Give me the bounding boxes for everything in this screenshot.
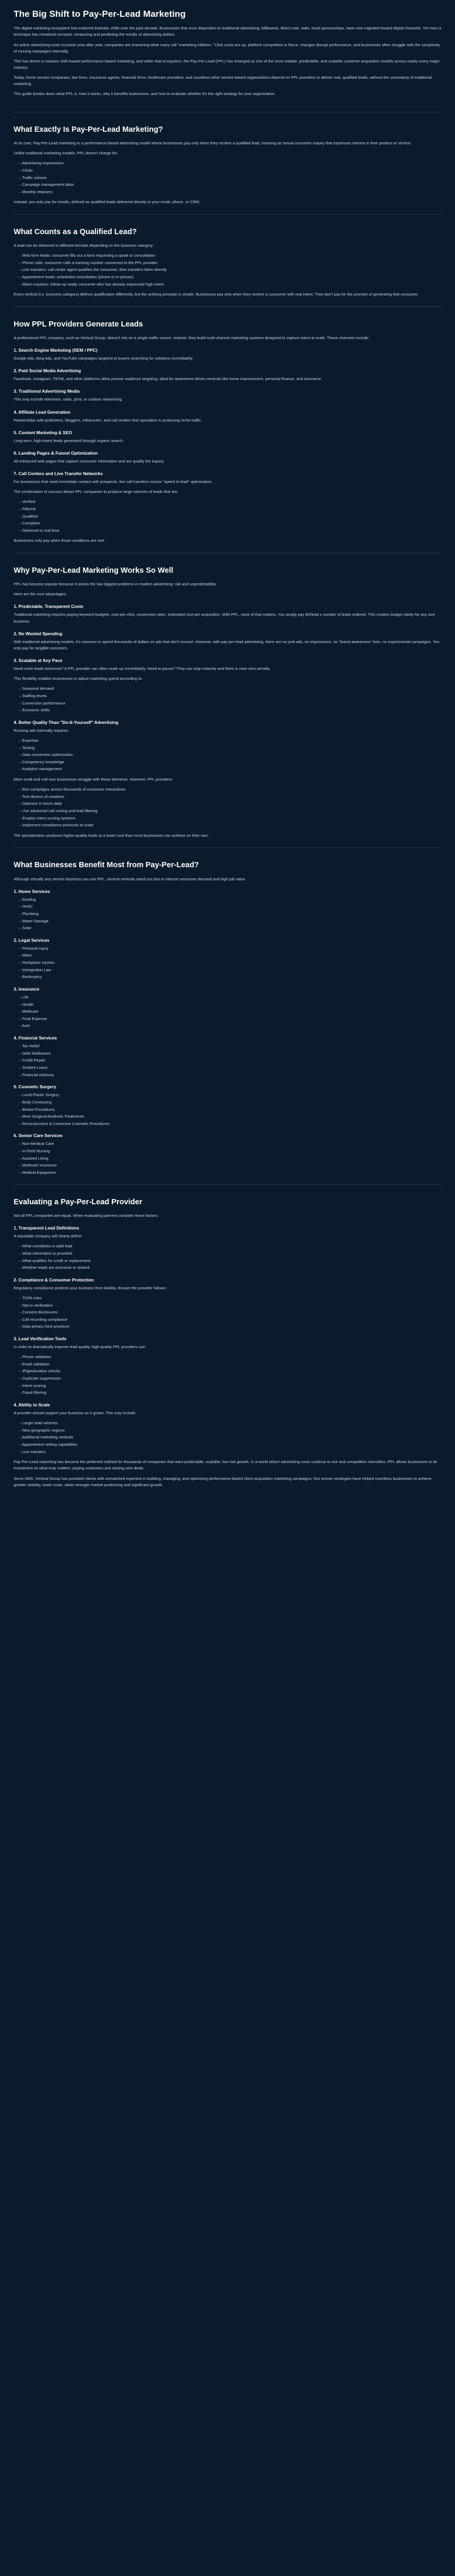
- section-why-ppl-works: [14, 565, 441, 839]
- page-title: The Big Shift to Pay-Per-Lead Marketing: [14, 9, 186, 19]
- list-item: – Employ intent scoring systems: [19, 815, 441, 822]
- list-item: – Qualified: [19, 513, 441, 520]
- list-item: – Mom Surgical Aesthetic Treatments: [19, 1113, 441, 1120]
- list-item: – Breast Procedures: [19, 1107, 441, 1113]
- article-page: [0, 7, 455, 1488]
- intro-paragraph-2: As online advertising costs increase year after year, companies are examining what many call "marketing inflation." Click costs are up, platform competition is fierce, changes disrupt performance, and businesses often struggle with the complexity of running campaigns internally.: [14, 42, 440, 54]
- list-item: – Run campaigns across thousands of consumer interactions: [19, 786, 441, 793]
- list-item: – New geographic regions: [19, 1427, 441, 1434]
- list-item: – Phone validation: [19, 1354, 441, 1360]
- category-title-cosmetic-surgery: 5. Cosmetic Surgery: [14, 1084, 56, 1090]
- subsection-title: 5. Content Marketing & SEO: [14, 429, 72, 435]
- compliance-list: [14, 1295, 441, 1330]
- scalability-list: [14, 1420, 441, 1455]
- paragraph: With traditional advertising models, it's common to spend thousands of dollars on ads that don't convert. However, with pay-per-lead advertising, there are no junk ads, no impressions, no "brand awareness" fees, no experimental campaigns. You only pay for tangible outcomes.: [14, 639, 440, 650]
- list-item: – Assisted Living: [19, 1155, 441, 1162]
- subsection-title: 2. Paid Social Media Advertising: [14, 368, 81, 374]
- subsection-title: 3. Lead Verification Tools: [14, 1336, 67, 1342]
- list-item: – Fraud filtering: [19, 1390, 441, 1396]
- list-item: – Whether leads are exclusive or shared: [19, 1265, 441, 1271]
- list-item: – Solar: [19, 925, 441, 931]
- list-item: – Appointment setting capabilities: [19, 1442, 441, 1448]
- subsection-title: 6. Landing Pages & Funnel Optimization: [14, 450, 98, 456]
- list-item: – Lucid Plastic Surgery: [19, 1092, 441, 1098]
- category-title-financial-services: 4. Financial Services: [14, 1035, 57, 1041]
- intro-paragraph-1: The digital marketing ecosystem has endured dramatic shifts over the past decade. Businesses that once depended on traditional advertising: billboards, direct mail, radio, local sponsorships, have now migrated toward digital channels. Yet even a technique has remained constant: measuring and predicting the results of advertising dollars.: [14, 26, 441, 37]
- paragraph: In order to dramatically improve lead quality, high-quality PPL providers use:: [14, 1344, 146, 1350]
- paragraph: Here are the core advantages:: [14, 592, 67, 597]
- subsection-title: 4. Better Quality Than "Do-It-Yourself" Advertising: [14, 719, 119, 725]
- category-title-insurance: 3. Insurance: [14, 986, 39, 992]
- list-item: – Auto: [19, 1023, 441, 1029]
- section-heading: Why Pay-Per-Lead Marketing Works So Well: [14, 566, 174, 575]
- paragraph: At its core, Pay-Per-Lead marketing is a performance-based advertising model where businesses pay only when they receive a qualified lead, meaning an actual consumer inquiry that expresses interest in their product or service.: [14, 141, 412, 146]
- category-list-insurance: [14, 994, 441, 1029]
- subsection-title: 3. Traditional Advertising Media: [14, 388, 80, 394]
- list-item: – Optimize in hours daily: [19, 801, 441, 807]
- list-item: – Campaign management labor: [19, 182, 441, 188]
- paragraph: Pay-Per-Lead marketing has become the preferred method for thousands of companies that want predictable, scalable, low-risk growth. In a world where advertising costs continue to rise and competition intensifies, PPL allows businesses to tie investment on what truly matters: paying customers and closing new deals.: [14, 1459, 438, 1471]
- paragraph: A professional PPL company, such as Vertical Group, doesn't rely on a single traffic source. Instead, they build multi-channel marketing systems designed to capture intent at scale. These channels include:: [14, 335, 369, 340]
- list-item: – What information is provided: [19, 1250, 441, 1257]
- lead-format-list: [14, 253, 441, 287]
- list-item: – Advertising impressions: [19, 160, 441, 166]
- paragraph: Most small and mid-size businesses struggle with these elements. However, PPL providers:: [14, 777, 173, 782]
- paragraph: Unlike traditional marketing models, PPL doesn't charge for:: [14, 151, 118, 156]
- list-item: – Workplace Injuries: [19, 960, 441, 966]
- paragraph: This flexibility enables businesses to adjust marketing spend according to:: [14, 676, 143, 681]
- list-item: – Filtered: [19, 506, 441, 512]
- section-divider: [14, 1184, 441, 1185]
- section-what-is-ppl: [14, 124, 441, 206]
- list-item: – Health: [19, 1002, 441, 1008]
- requirements-list: [14, 738, 441, 772]
- category-list-cosmetic-surgery: [14, 1092, 441, 1127]
- paragraph: Facebook, Instagram, TikTok, and other platforms allow precise audience targeting, ideal for awareness-driven verticals like home improvement, personal finance, and insurance.: [14, 376, 322, 382]
- paragraph: Instead, you only pay for results, defined as qualified leads delivered directly to your email, phone, or CRM.: [14, 199, 200, 205]
- subsection-title: 2. No Wasted Spending: [14, 630, 62, 636]
- list-item: – Live transfers: [19, 1449, 441, 1455]
- list-item: – Additional marketing verticals: [19, 1434, 441, 1441]
- list-item: – Plumbing: [19, 911, 441, 917]
- paragraph: Although virtually any service business can use PPL, several verticals stand out due to intense consumer demand and high job value.: [14, 876, 246, 881]
- section-evaluating-provider: [14, 1196, 441, 1488]
- paragraph: Long-term, high-intent leads generated through organic search.: [14, 438, 124, 443]
- list-item: – Delivered in real-time: [19, 528, 441, 534]
- list-item: – Medical Equipment: [19, 1170, 441, 1176]
- lead-attribute-list: [14, 499, 441, 533]
- provider-capability-list: [14, 786, 441, 828]
- list-item: – Email validation: [19, 1361, 441, 1368]
- list-item: – Bankruptcy: [19, 974, 441, 980]
- exclusion-list: [14, 160, 441, 195]
- subsection-title: 1. Search Engine Marketing (SEM / PPC): [14, 348, 98, 353]
- list-item: – Opt-in verification: [19, 1302, 441, 1309]
- intro-paragraph-4: Today, home service companies, law firms, insurance agents, financial firms, healthcare providers, and countless other service-based organizations depend on PPL providers to deliver real, qualified leads, without the uncertainty of traditional marketing.: [14, 75, 432, 87]
- list-item: – IP/geolocation checks: [19, 1368, 441, 1374]
- list-item: – Intent scoring: [19, 1383, 441, 1389]
- list-item: – What constitutes a valid lead: [19, 1243, 441, 1249]
- list-item: – Web form leads: consumer fills out a form requesting a quote or consultation: [19, 253, 441, 259]
- list-item: – Water Damage: [19, 918, 441, 924]
- list-item: – Analytics management: [19, 766, 441, 772]
- paragraph: For businesses that need immediate contact with prospects, live call transfers ensure "speed to lead" optimization.: [14, 479, 213, 485]
- list-item: – TCPA rules: [19, 1295, 441, 1301]
- subsection-title: 4. Affiliate Lead Generation: [14, 409, 71, 415]
- list-item: – Duplicate suppression: [19, 1375, 441, 1382]
- list-item: – Test dozens of creatives: [19, 794, 441, 800]
- paragraph: Running ads internally requires:: [14, 728, 69, 733]
- category-title-legal-services: 2. Legal Services: [14, 937, 49, 943]
- list-item: – HVAC: [19, 903, 441, 910]
- list-item: – Appointment leads: scheduled consultation (phone or in-person): [19, 274, 441, 280]
- list-item: – Economic shifts: [19, 707, 441, 713]
- list-item: – Warm inquiries: follow-up ready consumer who has already expressed high intent: [19, 281, 441, 288]
- category-list-financial-services: [14, 1043, 441, 1078]
- intro-paragraph-5: This guide breaks down what PPL is, how it works, why it benefits businesses, and how to evaluate whether it's the right strategy for your organization.: [14, 91, 276, 97]
- subsection-title: 3. Scalable at Any Pace: [14, 657, 62, 663]
- list-item: – Use advanced call routing and lead filtering: [19, 808, 441, 814]
- list-item: – Credit Repair: [19, 1057, 441, 1064]
- paragraph: Not all PPL companies are equal. When evaluating partners consider these factors:: [14, 1213, 159, 1218]
- section-how-providers-generate-leads: [14, 319, 441, 544]
- list-item: – Mass: [19, 952, 441, 959]
- category-title-home-services: 1. Home Services: [14, 888, 50, 894]
- list-item: – Life: [19, 994, 441, 1001]
- hero-block: [14, 7, 441, 103]
- list-item: – Financial Advisory: [19, 1072, 441, 1078]
- paragraph: All enhanced web pages that capture consumer information and are qualify the inquiry.: [14, 458, 165, 464]
- list-item: – Clicks: [19, 167, 441, 174]
- paragraph: Businesses only pay when those conditions are met.: [14, 538, 105, 543]
- category-list-senior-care: [14, 1141, 441, 1175]
- list-item: – Verified: [19, 499, 441, 505]
- paragraph: Traditional marketing requires paying keyword budgets, cost-per-click, conversion rates, estimated cost-per-acquisition. With PPL, none of that matters. You simply pay $X/lead x number of leads ordered. This creates budget clarity for any size business.: [14, 612, 435, 624]
- intro-paragraph-3: This has driven a massive shift toward performance-based marketing, and within that ecosystem, the Pay-Per-Lead (PPL) has emerged as one of the most reliable, predictable, and scalable customer acquisition models across nearly every major industry.: [14, 58, 440, 70]
- paragraph: The combination of sources allows PPL companies to produce large volumes of leads that are:: [14, 489, 178, 495]
- section-heading: What Counts as a Qualified Lead?: [14, 227, 137, 236]
- list-item: – What qualifies for credit or replacement: [19, 1258, 441, 1264]
- section-heading: What Businesses Benefit Most from Pay-Per-Lead?: [14, 861, 199, 870]
- list-item: – In-Field Nursing: [19, 1148, 441, 1154]
- section-divider: [14, 214, 441, 215]
- list-item: – Medicare: [19, 1008, 441, 1015]
- section-which-businesses-benefit: [14, 859, 441, 1175]
- paragraph: Since SMS, Vertical Group has provided clients with unmatched expertise in building, managing, and optimizing performance-based client acquisition marketing campaigns. Our proven strategies have helped countless businesses to achieve greater visibility, lower costs, attain stronger market positioning and significant growth.: [14, 1476, 432, 1487]
- paragraph: A provider should support your business as it grows. This may include:: [14, 1410, 136, 1415]
- list-item: – Final Expense: [19, 1016, 441, 1022]
- list-item: – Monthly retainers: [19, 189, 441, 195]
- paragraph: Google Ads, Bing Ads, and YouTube campaigns targeted to buyers searching for solutions immediately.: [14, 356, 194, 361]
- subsection-title: 4. Ability to Scale: [14, 1402, 50, 1407]
- lead-definition-list: [14, 1243, 441, 1271]
- list-item: – Data privacy best practices: [19, 1323, 441, 1330]
- verification-tools-list: [14, 1354, 441, 1396]
- subsection-title: 7. Call Centers and Live Transfer Networks: [14, 471, 103, 477]
- paragraph: PPL has become popular because it solves the two biggest problems in modern advertising: risk and unpredictability.: [14, 582, 217, 587]
- list-item: – Roofing: [19, 897, 441, 903]
- list-item: – Debt Settlement: [19, 1050, 441, 1057]
- section-heading: What Exactly Is Pay-Per-Lead Marketing?: [14, 125, 163, 134]
- list-item: – Testing: [19, 745, 441, 751]
- list-item: – Conversion performance: [19, 700, 441, 707]
- list-item: – Competency knowledge: [19, 759, 441, 765]
- paragraph: The specialization produces higher-quality leads at a lower cost than most businesses can achieve on their own.: [14, 833, 209, 838]
- list-item: – Non-Medical Care: [19, 1141, 441, 1147]
- subsection-title: 2. Compliance & Consumer Protection: [14, 1277, 94, 1282]
- list-item: – Data conversion optimization: [19, 752, 441, 758]
- list-item: – Reconstructive & Corrective Cosmetic Procedures: [19, 1121, 441, 1127]
- subsection-title: 1. Transparent Lead Definitions: [14, 1225, 79, 1231]
- list-item: – Phone calls: consumer calls a tracking number connected to the PPL provider: [19, 260, 441, 266]
- category-title-senior-care: 6. Senior Care Services: [14, 1133, 63, 1139]
- paragraph: This may include television, radio, print, or outdoor advertising.: [14, 397, 123, 402]
- flexibility-list: [14, 686, 441, 713]
- section-heading: Evaluating a Pay-Per-Lead Provider: [14, 1197, 142, 1206]
- section-heading: How PPL Providers Generate Leads: [14, 320, 143, 329]
- list-item: – Expertise: [19, 738, 441, 744]
- paragraph: Need more leads tomorrow? A PPL provider can often scale up immediately. Need to pause? They can stop instantly and there is near-zero penalty.: [14, 666, 271, 671]
- list-item: – Personal Injury: [19, 945, 441, 952]
- list-item: – Seasonal demand: [19, 686, 441, 692]
- paragraph: A lead can be delivered in different formats depending on the business category:: [14, 243, 154, 248]
- list-item: – Student Loans: [19, 1065, 441, 1071]
- paragraph: Partnerships with publishers, bloggers, influencers, and call centers that specialize in producing niche traffic.: [14, 417, 202, 423]
- list-item: – Immigration Law: [19, 967, 441, 973]
- paragraph: A reputable company will clearly define:: [14, 1234, 83, 1239]
- list-item: – Staffing levels: [19, 693, 441, 699]
- list-item: – Medicare Insurance: [19, 1162, 441, 1169]
- list-item: – Tax Relief: [19, 1043, 441, 1049]
- list-item: – Call recording compliance: [19, 1317, 441, 1323]
- list-item: – Larger lead volumes: [19, 1420, 441, 1426]
- subsection-title: 1. Predictable, Transparent Costs: [14, 604, 83, 609]
- category-list-home-services: [14, 897, 441, 931]
- section-divider: [14, 847, 441, 848]
- list-item: – Implement compliance protocols at scale: [19, 822, 441, 828]
- paragraph: Every vertical (i.e. business category) defines qualification differently, but the unifying principle is simple: Businesses pay only when they receive a consumer with real intent. They don't pay for the promise of generating that consumer.: [14, 292, 419, 297]
- category-list-legal-services: [14, 945, 441, 980]
- list-item: – Compliant: [19, 520, 441, 527]
- section-qualified-lead: [14, 226, 441, 298]
- list-item: – Live transfers: call center agent qualifies the consumer, then transfers them directly: [19, 267, 441, 273]
- list-item: – Consent disclosures: [19, 1309, 441, 1316]
- paragraph: Regulatory compliance protects your business from liability. Ensure the provider follows:: [14, 1285, 167, 1290]
- list-item: – Traffic volume: [19, 175, 441, 181]
- list-item: – Body Contouring: [19, 1099, 441, 1106]
